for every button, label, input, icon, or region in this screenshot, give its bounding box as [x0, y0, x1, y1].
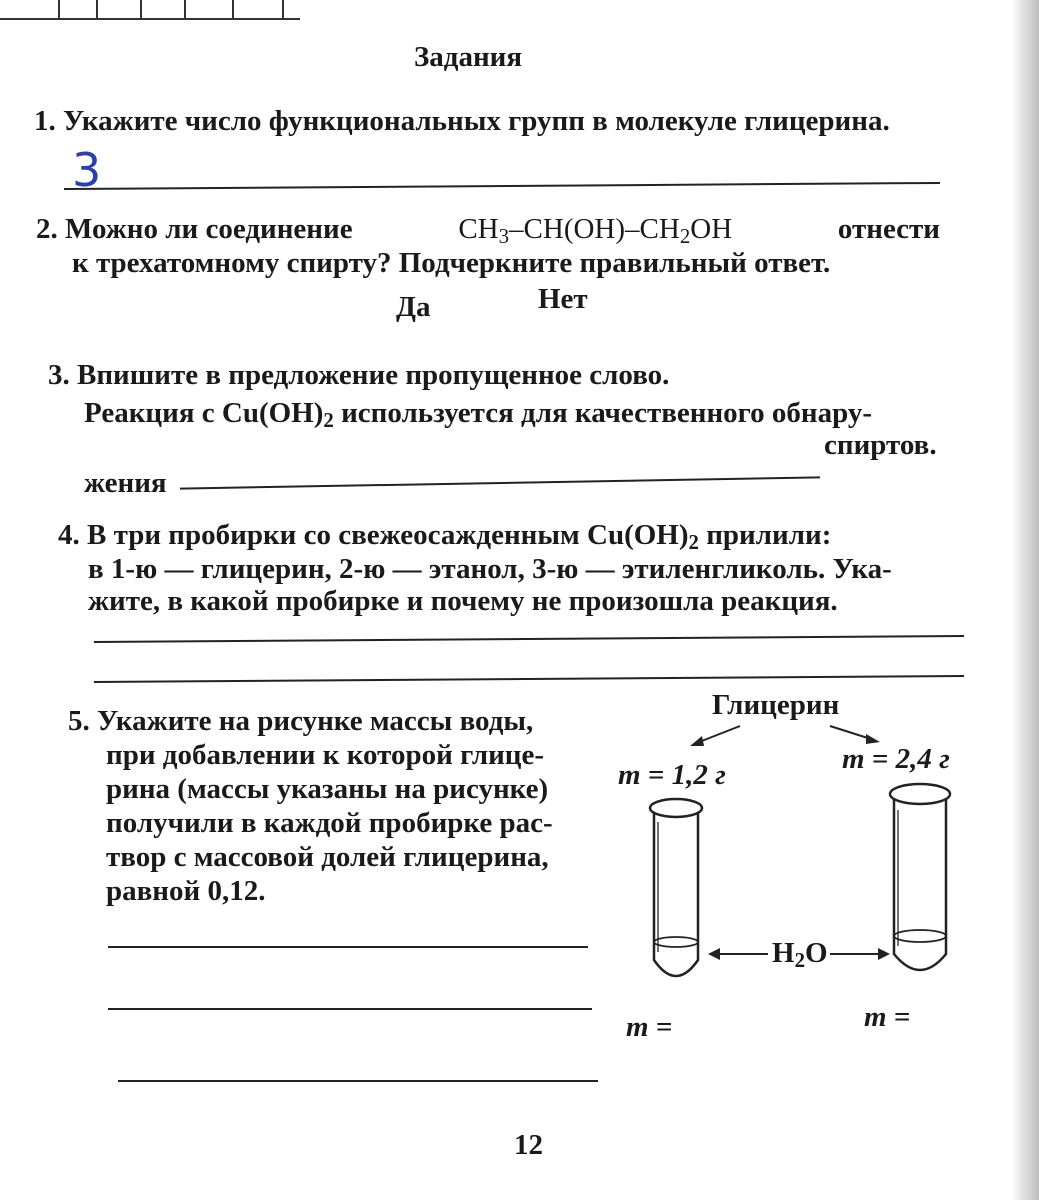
task-4-line-3: жите, в какой пробирке и почему не произошла реакция. — [88, 585, 838, 617]
task-5-line-4: получили в каждой пробирке рас- — [106, 807, 553, 839]
task-5-answer-line-2 — [108, 1008, 592, 1010]
page-number: 12 — [514, 1129, 543, 1161]
task-5-line-6: равной 0,12. — [106, 875, 266, 907]
water-arrow-right — [828, 944, 892, 964]
task-1-text: Укажите число функциональных групп в молекуле глицерина. — [63, 105, 890, 137]
task-5-number: 5. — [68, 705, 90, 737]
task-1-answer-line — [64, 182, 940, 190]
task-1 — [34, 104, 890, 138]
test-tube-1 — [636, 792, 716, 992]
tube-1-mass: m = 1,2 г — [618, 759, 726, 791]
task-3-line-3-start: жения — [84, 467, 167, 499]
task-2-text-b: отнести — [837, 213, 940, 245]
top-table-edge — [0, 0, 300, 20]
task-2-formula: $CH_3-CH(OH)-CH_2OH$ — [458, 213, 733, 249]
task-2-option-yes: Да — [396, 291, 431, 323]
task-4-number: 4. — [58, 519, 80, 551]
task-2-option-no: Нет — [538, 283, 588, 315]
water-label: $H_2O$ — [772, 937, 828, 973]
task-5-line-1: 5. Укажите на рисунке массы воды, — [68, 705, 534, 737]
tube-2-water-mass: m = — [864, 1001, 911, 1033]
task-2-number: 2. — [36, 213, 58, 245]
task-4-line-1: 4. В три пробирки со свежеосажденным $Cu(OH)_2$ прилили: — [58, 519, 832, 555]
task-1-number: 1. — [34, 105, 56, 137]
task-5-line-2: при добавлении к которой глице- — [106, 739, 545, 771]
task-3-line-3-end: спиртов. — [824, 429, 937, 461]
task-3-line-1: 3. Впишите в предложение пропущенное слово. — [48, 359, 670, 391]
task-2-line-1 — [36, 212, 940, 249]
task-1-answer: 3 — [72, 143, 102, 197]
test-tube-2 — [880, 776, 960, 986]
water-arrow-left — [706, 944, 770, 964]
task-2-line-2: к трехатомному спирту? Подчеркните правильный ответ. — [72, 247, 831, 279]
glycerin-label: Глицерин — [712, 689, 840, 721]
task-3-number: 3. — [48, 359, 70, 391]
task-5-answer-line-1 — [108, 946, 588, 948]
tube-2-mass: m = 2,4 г — [842, 743, 950, 775]
task-3-blank-line — [180, 476, 820, 489]
tube-1-water-mass: m = — [626, 1011, 673, 1043]
task-4-line-2: в 1-ю — глицерин, 2-ю — этанол, 3-ю — этиленгликоль. Ука- — [88, 553, 892, 585]
task-2-text-a: Можно ли соединение — [65, 213, 353, 245]
page-edge-shadow — [1011, 0, 1039, 1200]
task-5-answer-line-3 — [118, 1080, 598, 1082]
task-5-line-5: твор с массовой долей глицерина, — [106, 841, 549, 873]
task-4-answer-line-2 — [94, 675, 964, 683]
task-3-line-2: Реакция с $Cu(OH)_2$ используется для качественного обнару- — [84, 397, 872, 433]
task-5-line-3: рина (массы указаны на рисунке) — [106, 773, 549, 805]
section-title: Задания — [414, 41, 523, 73]
task-4-answer-line-1 — [94, 635, 964, 643]
